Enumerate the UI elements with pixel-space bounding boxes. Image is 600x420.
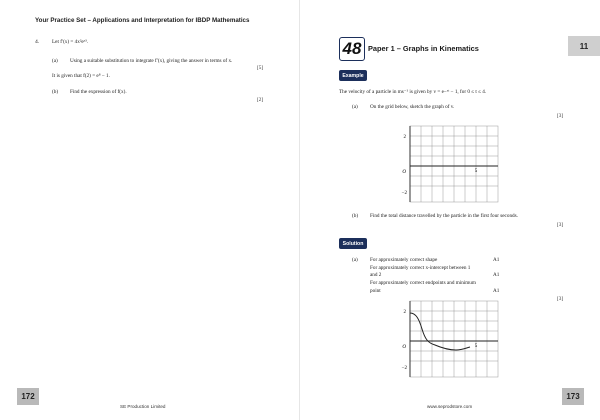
question-number: 4. (35, 39, 40, 45)
y-tick-top: 2 (403, 310, 406, 315)
question-stem: Let f′(x) = 4x²eˣ³. (52, 39, 89, 45)
y-tick-bottom: −2 (401, 366, 407, 371)
solution-grid (400, 299, 500, 381)
chapter-number-badge: 48 (339, 37, 365, 61)
grid-lines (410, 126, 498, 202)
x-tick: 5 (474, 169, 478, 174)
part-a-label: (a) (52, 58, 58, 64)
solution-mark: A1 (493, 257, 500, 263)
footer-publisher: SE Production Limited (120, 404, 166, 409)
solution-line: For approximately correct shape (370, 257, 438, 263)
example-part-b-label: (b) (352, 213, 359, 219)
part-a-marks: [5] (257, 65, 264, 71)
page-number-badge: 173 (562, 388, 584, 405)
footer-website: www.seprodstore.com (427, 404, 473, 409)
solution-label: Solution (339, 238, 367, 249)
solution-mark: A1 (493, 288, 500, 294)
example-intro: The velocity of a particle in ms⁻¹ is given by v = e−ˣᵗ − 1, for 0 ≤ t ≤ 4. (339, 89, 487, 95)
solution-line: For approximately correct x-intercept between 1 (370, 265, 471, 271)
solution-marks: [3] (557, 296, 564, 302)
part-b-marks: [2] (257, 97, 264, 103)
y-tick-top: 2 (403, 135, 406, 140)
page-number-badge: 172 (17, 388, 39, 405)
page-header-title: Your Practice Set – Applications and Interpretation for IBDP Mathematics (35, 17, 250, 24)
example-part-a-label: (a) (352, 104, 358, 110)
x-tick: 5 (474, 344, 478, 349)
empty-grid (400, 124, 500, 206)
example-part-b-text: Find the total distance travelled by the particle in the first four seconds. (370, 213, 518, 219)
chapter-title: Paper 1 – Graphs in Kinematics (368, 44, 479, 53)
solution-line: For approximately correct endpoints and minimum (370, 280, 476, 286)
origin-label: O (402, 170, 406, 175)
example-label: Example (339, 70, 367, 81)
part-a-text: Using a suitable substitution to integrate f′(x), giving the answer in terms of x. (70, 58, 233, 64)
given-condition: It is given that f(2) = e⁸ − 1. (52, 73, 110, 79)
y-tick-bottom: −2 (401, 191, 407, 196)
solution-mark: A1 (493, 272, 500, 278)
part-b-label: (b) (52, 89, 59, 95)
chapter-tab: 11 (568, 36, 600, 56)
solution-line: and 2 (370, 272, 382, 278)
example-part-a-text: On the grid below, sketch the graph of v. (370, 104, 455, 110)
example-part-b-marks: [3] (557, 222, 564, 228)
origin-label: O (402, 345, 406, 350)
solution-part-label: (a) (352, 257, 358, 263)
grid-lines (410, 301, 498, 377)
solution-line: point (370, 288, 381, 294)
velocity-curve (410, 313, 470, 350)
example-part-a-marks: [3] (557, 113, 564, 119)
part-b-text: Find the expression of f(x). (70, 89, 127, 95)
right-page (300, 0, 600, 420)
